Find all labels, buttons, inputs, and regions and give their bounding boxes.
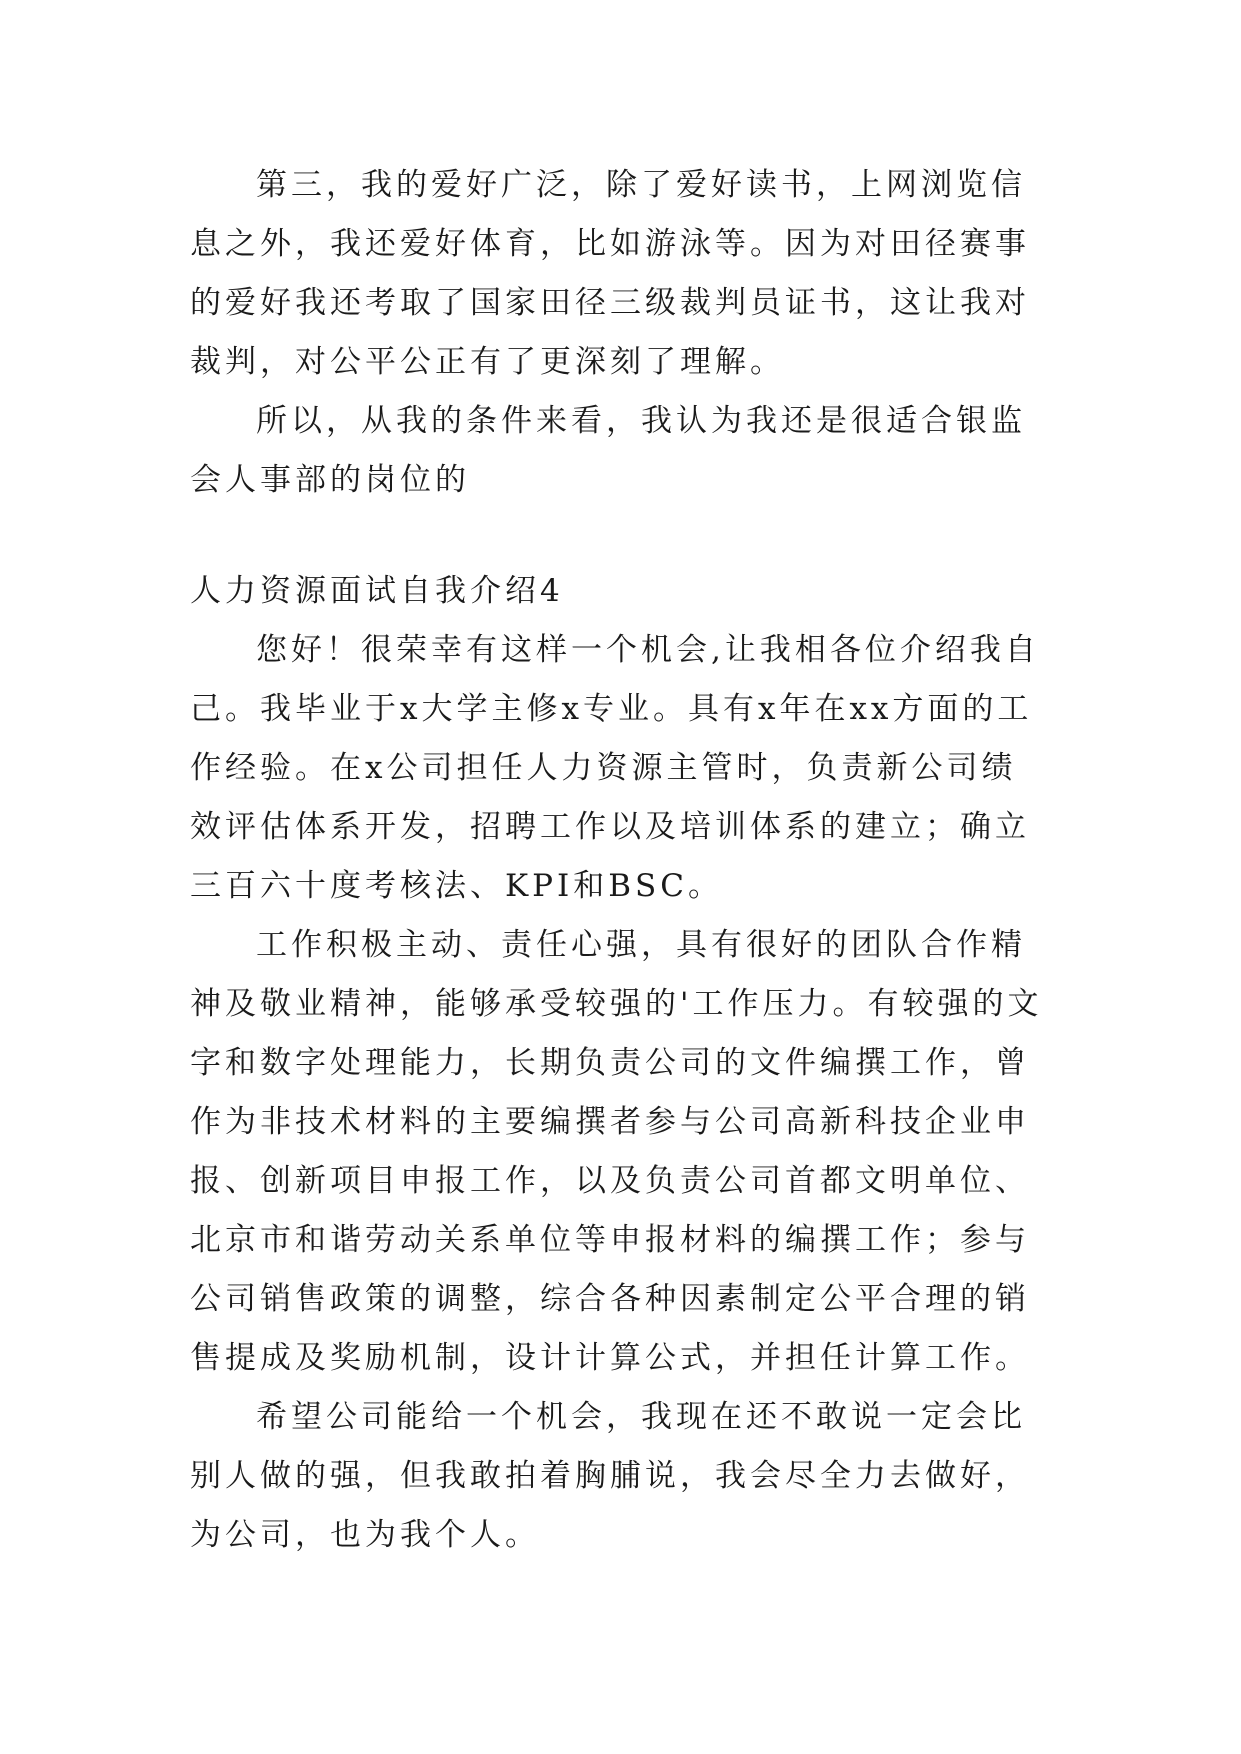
main-section [190, 562, 1050, 1565]
top-section [190, 156, 1050, 510]
section-heading: 人力资源面试自我介绍4 [190, 573, 564, 609]
paragraph-work-attitude: 工作积极主动、责任心强，具有很好的团队合作精神及敬业精神，能够承受较强的'工作压力。有较强的文字和数字处理能力，长期负责公司的文件编撰工作，曾作为非技术材料的主要编撰者参与公司高新科技企业申报、创新项目申报工作，以及负责公司首都文明单位、北京市和谐劳动关系单位等申报材料的编撰工作；参与公司销售政策的调整，综合各种因素制定公平合理的销售提成及奖励机制，设计计算公式，并担任计算工作。 [190, 927, 1043, 1376]
paragraph-hobbies: 第三，我的爱好广泛，除了爱好读书，上网浏览信息之外，我还爱好体育，比如游泳等。因为对田径赛事的爱好我还考取了国家田径三级裁判员证书，这让我对裁判，对公平公正有了更深刻了理解。 [190, 167, 1030, 380]
paragraph-closing: 希望公司能给一个机会，我现在还不敢说一定会比别人做的强，但我敢拍着胸脯说，我会尽全力去做好，为公司，也为我个人。 [190, 1399, 1030, 1553]
paragraph-introduction: 您好！很荣幸有这样一个机会,让我相各位介绍我自己。我毕业于x大学主修x专业。具有x年在xx方面的工作经验。在x公司担任人力资源主管时，负责新公司绩效评估体系开发，招聘工作以及培训体系的建立；确立三百六十度考核法、KPI和BSC。 [190, 632, 1040, 904]
paragraph-conclusion: 所以，从我的条件来看，我认为我还是很适合银监会人事部的岗位的 [190, 403, 1026, 498]
